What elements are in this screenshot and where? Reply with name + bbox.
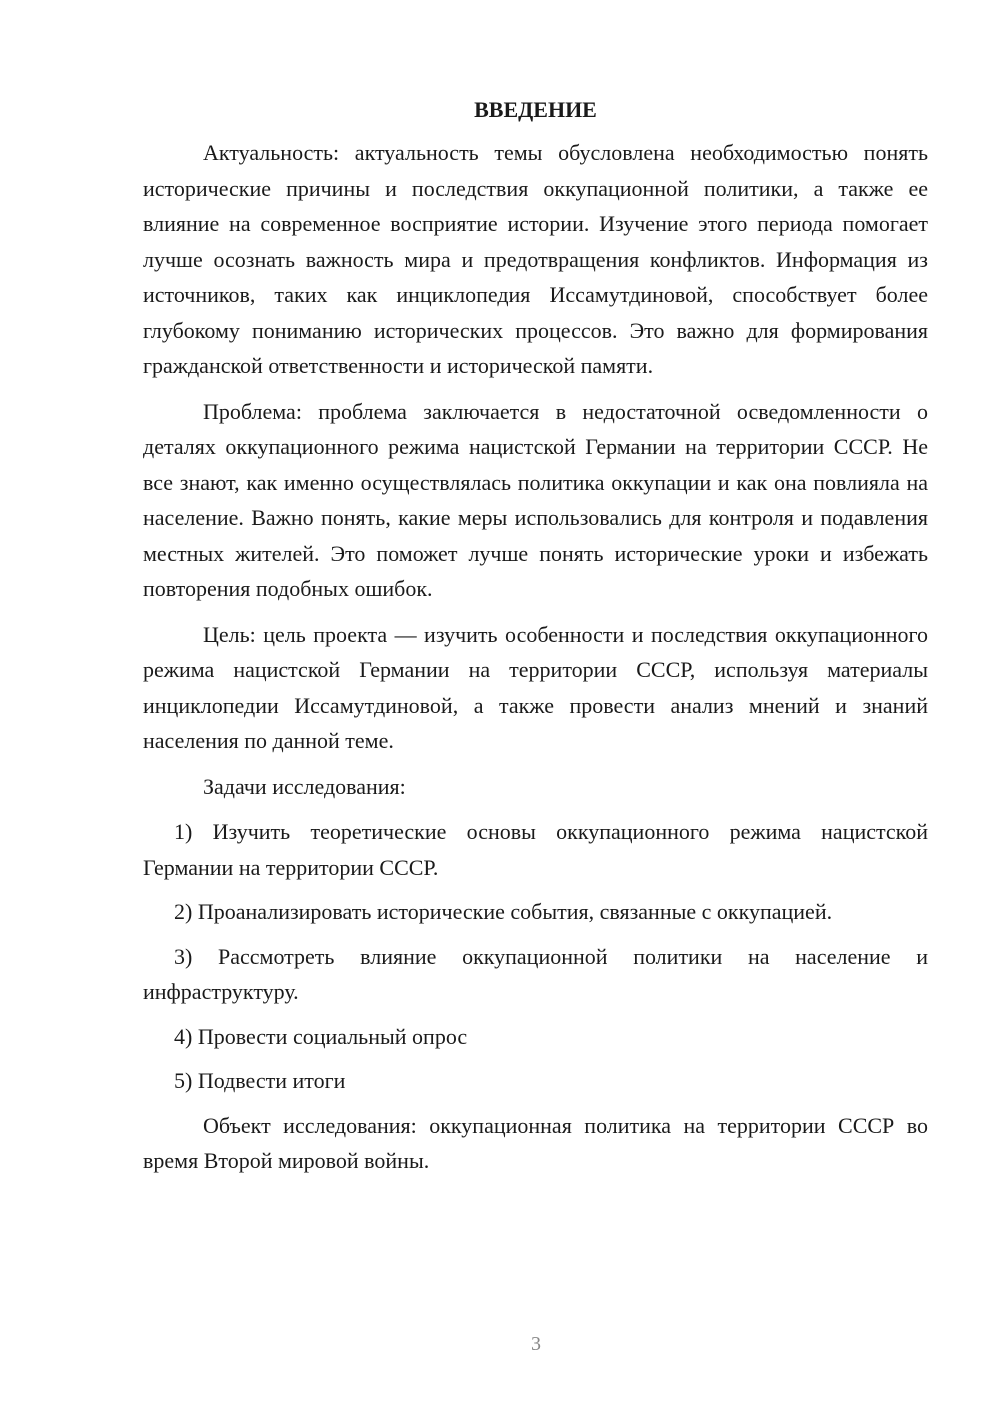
section-title: ВВЕДЕНИЕ [474,97,597,122]
task-item-5: 5) Подвести итоги [174,1068,346,1093]
task-item-2: 2) Проанализировать исторические события, связанные с оккупацией. [174,899,833,924]
goal-paragraph: Цель: цель проекта — изучить особенности и последствия оккупационного режима нацистской Германии на территории СССР, используя материалы инциклопедии Иссамутдиновой, а также провести анализ мнений и знаний населения по данной теме. [143,621,928,753]
task-item-1: 1) Изучить теоретические основы оккупационного режима нацистской Германии на территории СССР. [143,819,928,880]
relevance-paragraph: Актуальность: актуальность темы обусловлена необходимостью понять исторические причины и последствия оккупационной политики, а также ее влияние на современное восприятие истории. Изучение этого периода помогает лучше осознать важность мира и предотвращения конфликтов. Информация из источников, таких как инциклопедия Иссамутдиновой, способствует более глубокому пониманию исторических процессов. Это важно для формирования гражданской ответственности и исторической памяти. [143,140,928,378]
problem-paragraph: Проблема: проблема заключается в недостаточной осведомленности о деталях оккупационного режима нацистской Германии на территории СССР. Не все знают, как именно осуществлялась политика оккупации и как она повлияла на население. Важно понять, какие меры использовались для контроля и подавления местных жителей. Это поможет лучше понять исторические уроки и избежать повторения подобных ошибок. [143,398,928,601]
page-number: 3 [531,1333,541,1355]
document-page [143,95,928,1189]
task-item-3: 3) Рассмотреть влияние оккупационной политики на население и инфраструктуру. [143,943,928,1004]
task-item-4: 4) Провести социальный опрос [174,1023,468,1049]
tasks-heading: Задачи исследования: [203,773,406,799]
object-paragraph: Объект исследования: оккупационная политика на территории СССР во время Второй мировой войны. [143,1112,928,1173]
